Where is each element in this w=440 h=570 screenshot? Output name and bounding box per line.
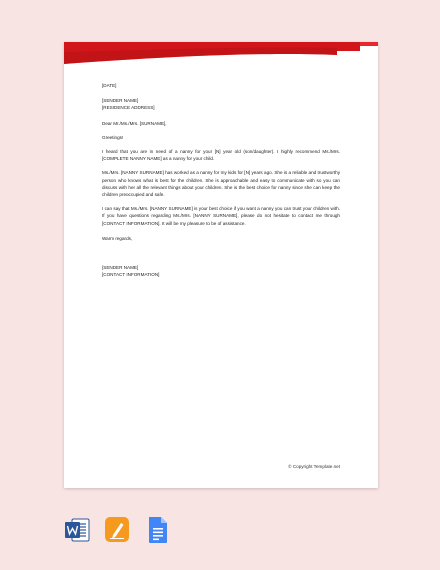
paragraph-1: I heard that you are in need of a nanny for your [N] year old (son/daughter). I highly recommend Ms./Mrs. [COMPLETE NANNY NAME] as a nanny for your child. bbox=[102, 149, 340, 162]
letter-body bbox=[102, 82, 340, 278]
paragraph-3: I can say that Ms./Mrs. [NANNY SURNAME] is your best choice if you want a nanny you can trust your children with. If you have questions regarding Ms./Mrs. [NANNY SURNAME], please do not hesitate to contact me through [CONTACT INFORMATION]. It will be my pleasure to be of assistance. bbox=[102, 206, 340, 226]
sender-name: [SENDER NAME] bbox=[102, 98, 139, 104]
paragraph-2: Ms./Mrs. [NANNY SURNAME] has worked as a nanny for my kids for [N] years ago. She is a reliable and trustworthy person who knows what is best for the children. She is approachable and easy to communicate with so you can discuss with her all the relevant things about your children. She is the best choice for nanny since she can keep the children preoccupied and safe. bbox=[102, 170, 340, 198]
salutation: Dear Mr./Ms./Mrs. [SURNAME], bbox=[102, 120, 167, 126]
signature-name: [SENDER NAME] bbox=[102, 265, 139, 271]
google-docs-icon[interactable] bbox=[144, 516, 170, 544]
pages-icon[interactable] bbox=[104, 516, 130, 544]
letter-date: [DATE] bbox=[102, 83, 117, 88]
header-band bbox=[64, 42, 378, 64]
copyright: © Copyright Template.net bbox=[288, 464, 340, 469]
signature-contact: [CONTACT INFORMATION] bbox=[102, 272, 160, 278]
residence-address: [RESIDENCE ADDRESS] bbox=[102, 105, 155, 111]
letter-page bbox=[64, 42, 378, 488]
closing: Warm regards, bbox=[102, 235, 133, 241]
greeting: Greetings! bbox=[102, 134, 124, 140]
word-icon[interactable] bbox=[64, 516, 90, 544]
